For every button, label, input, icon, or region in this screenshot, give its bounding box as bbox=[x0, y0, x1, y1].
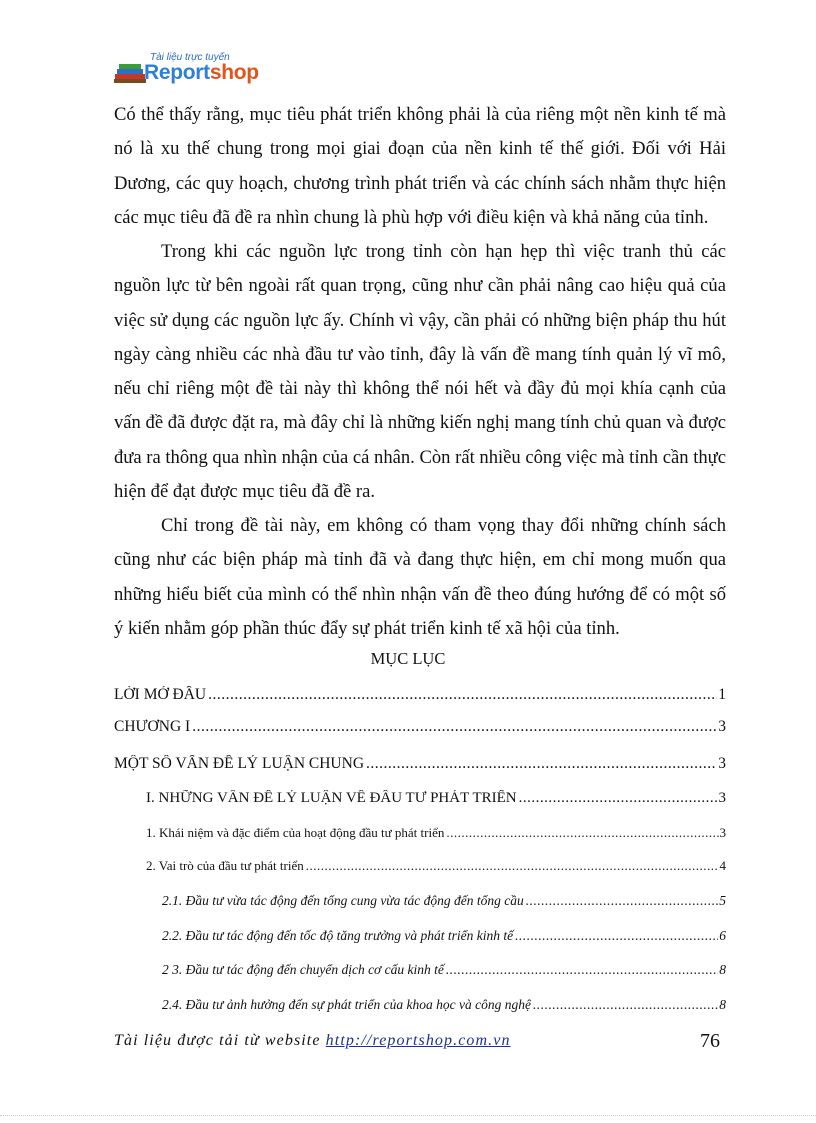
paragraph-1 bbox=[114, 98, 726, 235]
paragraph-3 bbox=[114, 509, 726, 646]
reportshop-logo bbox=[114, 50, 284, 90]
toc-entry[interactable]: 2.4. Đầu tư ảnh hưởng đến sự phát triển của khoa học và công nghệ ..... 8 bbox=[162, 997, 726, 1013]
toc-title: MỤC LỤC bbox=[370, 649, 446, 668]
toc-entry[interactable]: 2.1. Đầu tư vừa tác động đến tổng cung vừa tác động đến tổng cầu ..... 5 bbox=[162, 893, 726, 909]
logo-brand: Reportshop bbox=[144, 61, 259, 84]
footer-text: Tài liệu được tải từ website bbox=[114, 1032, 326, 1049]
paragraph-2 bbox=[114, 235, 726, 509]
paragraph-text: Chỉ trong đề tài này, em không có tham vọng thay đổi những chính sách cũng như các biện pháp mà tỉnh đã và đang thực hiện, em chỉ mong muốn qua những hiểu biết của mình có thể nhìn nhận vấn đề theo đúng hướng để có một số ý kiến nhằm góp phần thúc đẩy sự phát triển kinh tế xã hội của tỉnh. bbox=[114, 515, 726, 639]
footer bbox=[114, 1032, 511, 1050]
toc-entry[interactable]: 2 3. Đầu tư tác động đến chuyển dịch cơ cấu kinh tế ..... 8 bbox=[162, 962, 726, 978]
toc-entry[interactable]: CHƯƠNG I ..... 3 bbox=[114, 718, 726, 736]
footer-link[interactable]: http://reportshop.com.vn bbox=[325, 1032, 511, 1049]
paragraph-text: Có thể thấy rằng, mục tiêu phát triển không phải là của riêng một nền kinh tế mà nó là xu thế chung trong mọi giai đoạn của nền kinh tế thế giới. Đối với Hải Dương, các quy hoạch, chương trình phát triển và các chính sách nhằm thực hiện các mục tiêu đã đề ra nhìn chung là phù hợp với điều kiện và khả năng của tỉnh. bbox=[114, 104, 726, 228]
logo-tagline: Tài liệu trực tuyến bbox=[150, 52, 230, 63]
toc-entry[interactable]: 2.2. Đầu tư tác động đến tốc độ tăng trưởng và phát triển kinh tế ..... 6 bbox=[162, 928, 726, 944]
books-icon bbox=[114, 62, 146, 84]
toc-entry[interactable]: MỘT SỐ VẤN ĐỀ LÝ LUẬN CHUNG ..... 3 bbox=[114, 755, 726, 773]
toc-entry[interactable]: I. NHỮNG VẤN ĐỀ LÝ LUẬN VỀ ĐẦU TƯ PHÁT TRIỂN ..... 3 bbox=[146, 790, 726, 807]
page-number: 76 bbox=[700, 1030, 720, 1052]
paragraph-text: Trong khi các nguồn lực trong tỉnh còn hạn hẹp thì việc tranh thủ các nguồn lực từ bên ngoài rất quan trọng, cũng như cần phải nâng cao hiệu quả của việc sử dụng các nguồn lực ấy. Chính vì vậy, cần phải có những biện pháp thu hút ngày càng nhiều các nhà đầu tư vào tỉnh, đây là vấn đề mang tính quản lý vĩ mô, nếu chỉ riêng một đề tài này thì không thể nói hết và đầy đủ mọi khía cạnh của vấn đề đã được đặt ra, mà đây chỉ là những kiến nghị mang tính chủ quan và được đưa ra thông qua nhìn nhận của cá nhân. Còn rất nhiều công việc mà tỉnh cần thực hiện để đạt được mục tiêu đã đề ra. bbox=[114, 241, 726, 503]
toc-entry[interactable]: 2. Vai trò của đầu tư phát triển ..... 4 bbox=[146, 858, 726, 874]
page-divider bbox=[0, 1115, 816, 1116]
toc-entry[interactable]: 1. Khái niệm và đặc điểm của hoạt động đầu tư phát triển ..... 3 bbox=[146, 825, 726, 841]
toc-entry[interactable]: LỜI MỞ ĐẦU ..... 1 bbox=[114, 686, 726, 704]
